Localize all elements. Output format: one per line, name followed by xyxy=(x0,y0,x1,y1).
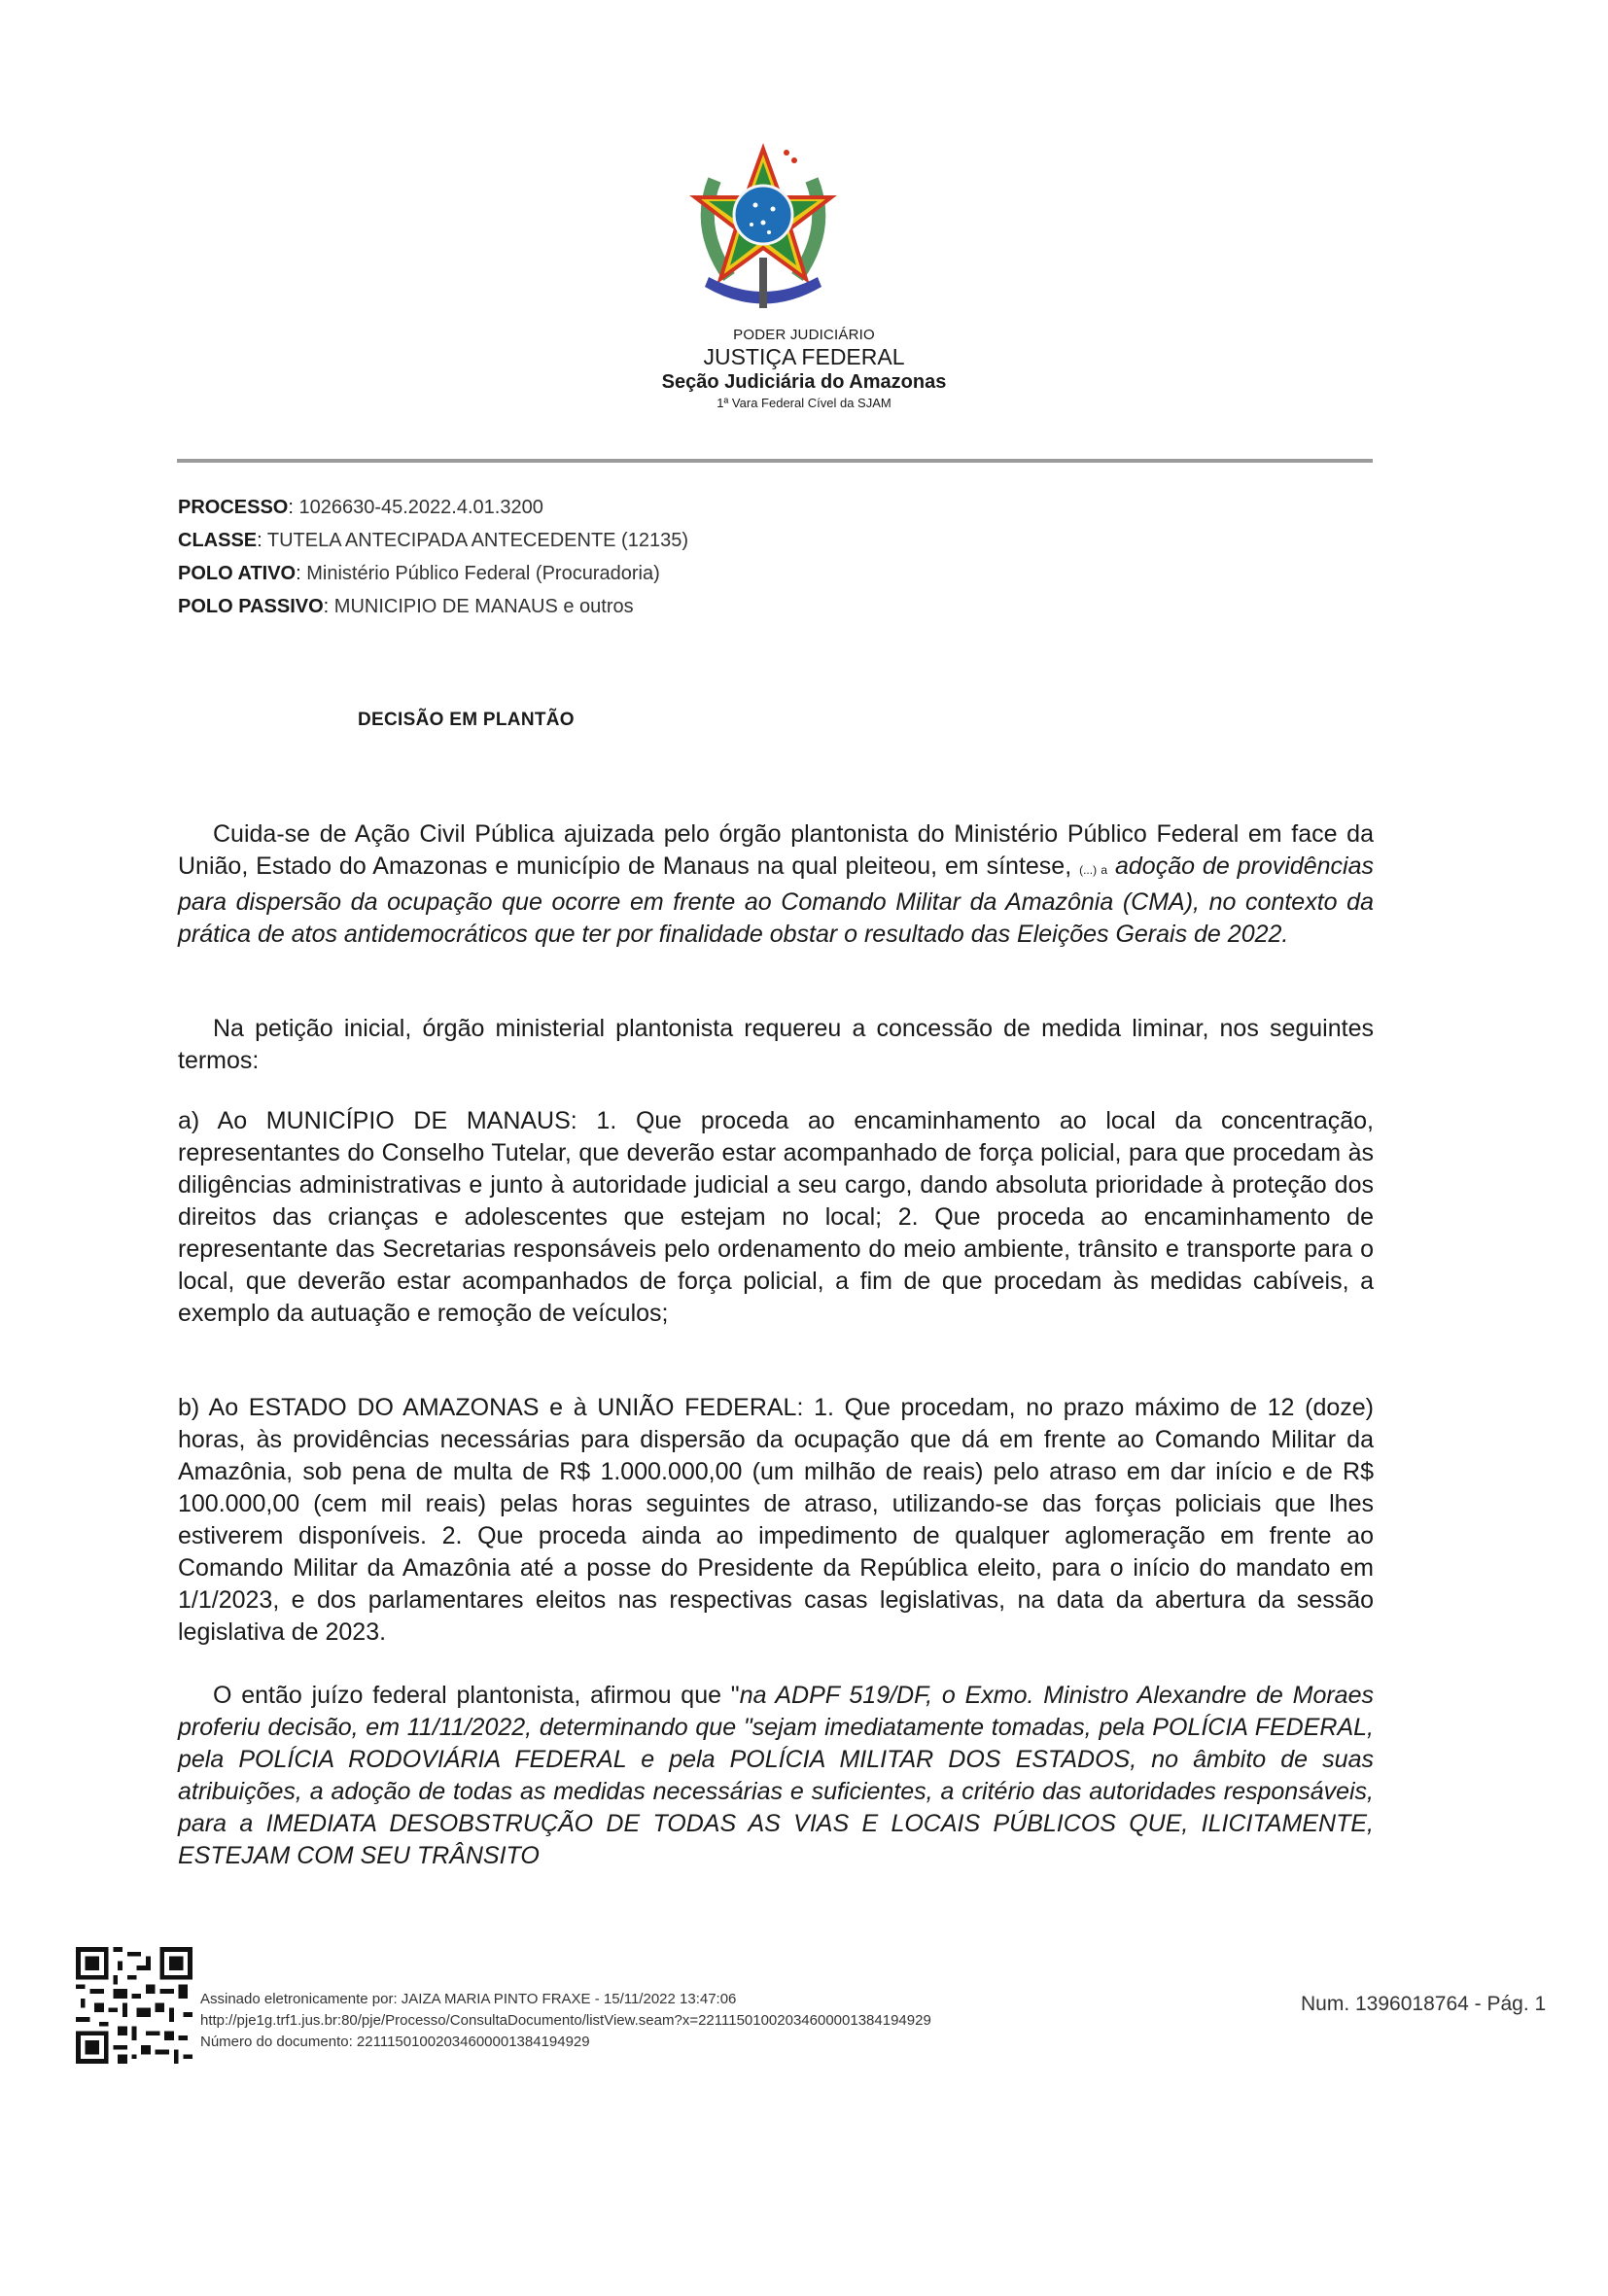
paragraph-2: Na petição inicial, órgão ministerial plantonista requereu a concessão de medida liminar, nos seguintes termos: xyxy=(178,1015,1374,1074)
meta-polo-ativo: POLO ATIVO: Ministério Público Federal (Procuradoria) xyxy=(178,563,660,584)
header-poder-judiciario: PODER JUDICIÁRIO xyxy=(733,327,875,343)
header-justica-federal: JUSTIÇA FEDERAL xyxy=(703,344,905,369)
qr-code-icon xyxy=(76,1947,192,2064)
paragraph-1: Cuida-se de Ação Civil Pública ajuizada pelo órgão plantonista do Ministério Público Federal em face da União, Estado do Amazonas e município de Manaus na qual pleiteou, em síntese, (...) a adoção de providências para dispersão da ocupação que ocorre em frente ao Comando Militar da Amazônia (CMA), no contexto da prática de atos antidemocráticos que ter por finalidade obstar o resultado das Eleições Gerais de 2022. xyxy=(178,820,1374,948)
document-number: Número do documento: 22111501002034600001384194929 xyxy=(200,2034,590,2050)
header-divider xyxy=(177,459,1373,463)
header-vara: 1ª Vara Federal Cível da SJAM xyxy=(717,396,891,410)
meta-classe: CLASSE: TUTELA ANTECIPADA ANTECEDENTE (12135) xyxy=(178,530,688,551)
meta-polo-passivo: POLO PASSIVO: MUNICIPIO DE MANAUS e outros xyxy=(178,596,634,617)
verification-url[interactable]: http://pje1g.trf1.jus.br:80/pje/Processo/ConsultaDocumento/listView.seam?x=22111501002034600001384194929 xyxy=(200,2012,931,2029)
signature-footer xyxy=(200,1989,931,2053)
page-number: Num. 1396018764 - Pág. 1 xyxy=(1301,1993,1547,2015)
coat-of-arms-icon xyxy=(685,141,841,326)
decision-title: DECISÃO EM PLANTÃO xyxy=(358,710,575,730)
paragraph-3: a) Ao MUNICÍPIO DE MANAUS: 1. Que proceda ao encaminhamento ao local da concentração, representantes do Conselho Tutelar, que deverão estar acompanhado de força policial, para que procedam às diligências administrativas e junto à autoridade judicial a seu cargo, dando absoluta prioridade à proteção dos direitos das crianças e adolescentes que estejam no local; 2. Que proceda ao encaminhamento de representante das Secretarias responsáveis pelo ordenamento do meio ambiente, trânsito e transporte para o local, que deverão estar acompanhados de força policial, a fim de que procedam às medidas cabíveis, a exemplo da autuação e remoção de veículos; xyxy=(178,1107,1374,1327)
paragraph-4: b) Ao ESTADO DO AMAZONAS e à UNIÃO FEDERAL: 1. Que procedam, no prazo máximo de 12 (doze) horas, às providências necessárias para dispersão da ocupação que dá em frente ao Comando Militar da Amazônia, sob pena de multa de R$ 1.000.000,00 (um milhão de reais) pelo atraso em dar início e de R$ 100.000,00 (cem mil reais) pelas horas seguintes de atraso, utilizando-se das forças policiais que lhes estiverem disponíveis. 2. Que proceda ainda ao impedimento de qualquer aglomeração em frente ao Comando Militar da Amazônia até a posse do Presidente da República eleito, para o início do mandato em 1/1/2023, e dos parlamentares eleitos nas respectivas casas legislativas, na data da abertura da sessão legislativa de 2023. xyxy=(178,1394,1374,1646)
header-secao-judiciaria: Seção Judiciária do Amazonas xyxy=(661,371,947,393)
case-metadata xyxy=(178,491,688,623)
signed-by: Assinado eletronicamente por: JAIZA MARIA PINTO FRAXE - 15/11/2022 13:47:06 xyxy=(200,1991,737,2007)
paragraph-5: O então juízo federal plantonista, afirmou que "na ADPF 519/DF, o Exmo. Ministro Alexandre de Moraes proferiu decisão, em 11/11/2022, determinando que "sejam imediatamente tomadas, pela POLÍCIA FEDERAL, pela POLÍCIA RODOVIÁRIA FEDERAL e pela POLÍCIA MILITAR DOS ESTADOS, no âmbito de suas atribuições, a adoção de todas as medidas necessárias e suficientes, a critério das autoridades responsáveis, para a IMEDIATA DESOBSTRUÇÃO DE TODAS AS VIAS E LOCAIS PÚBLICOS QUE, ILICITAMENTE, ESTEJAM COM SEU TRÂNSITO xyxy=(178,1682,1374,1869)
meta-processo: PROCESSO: 1026630-45.2022.4.01.3200 xyxy=(178,497,543,518)
